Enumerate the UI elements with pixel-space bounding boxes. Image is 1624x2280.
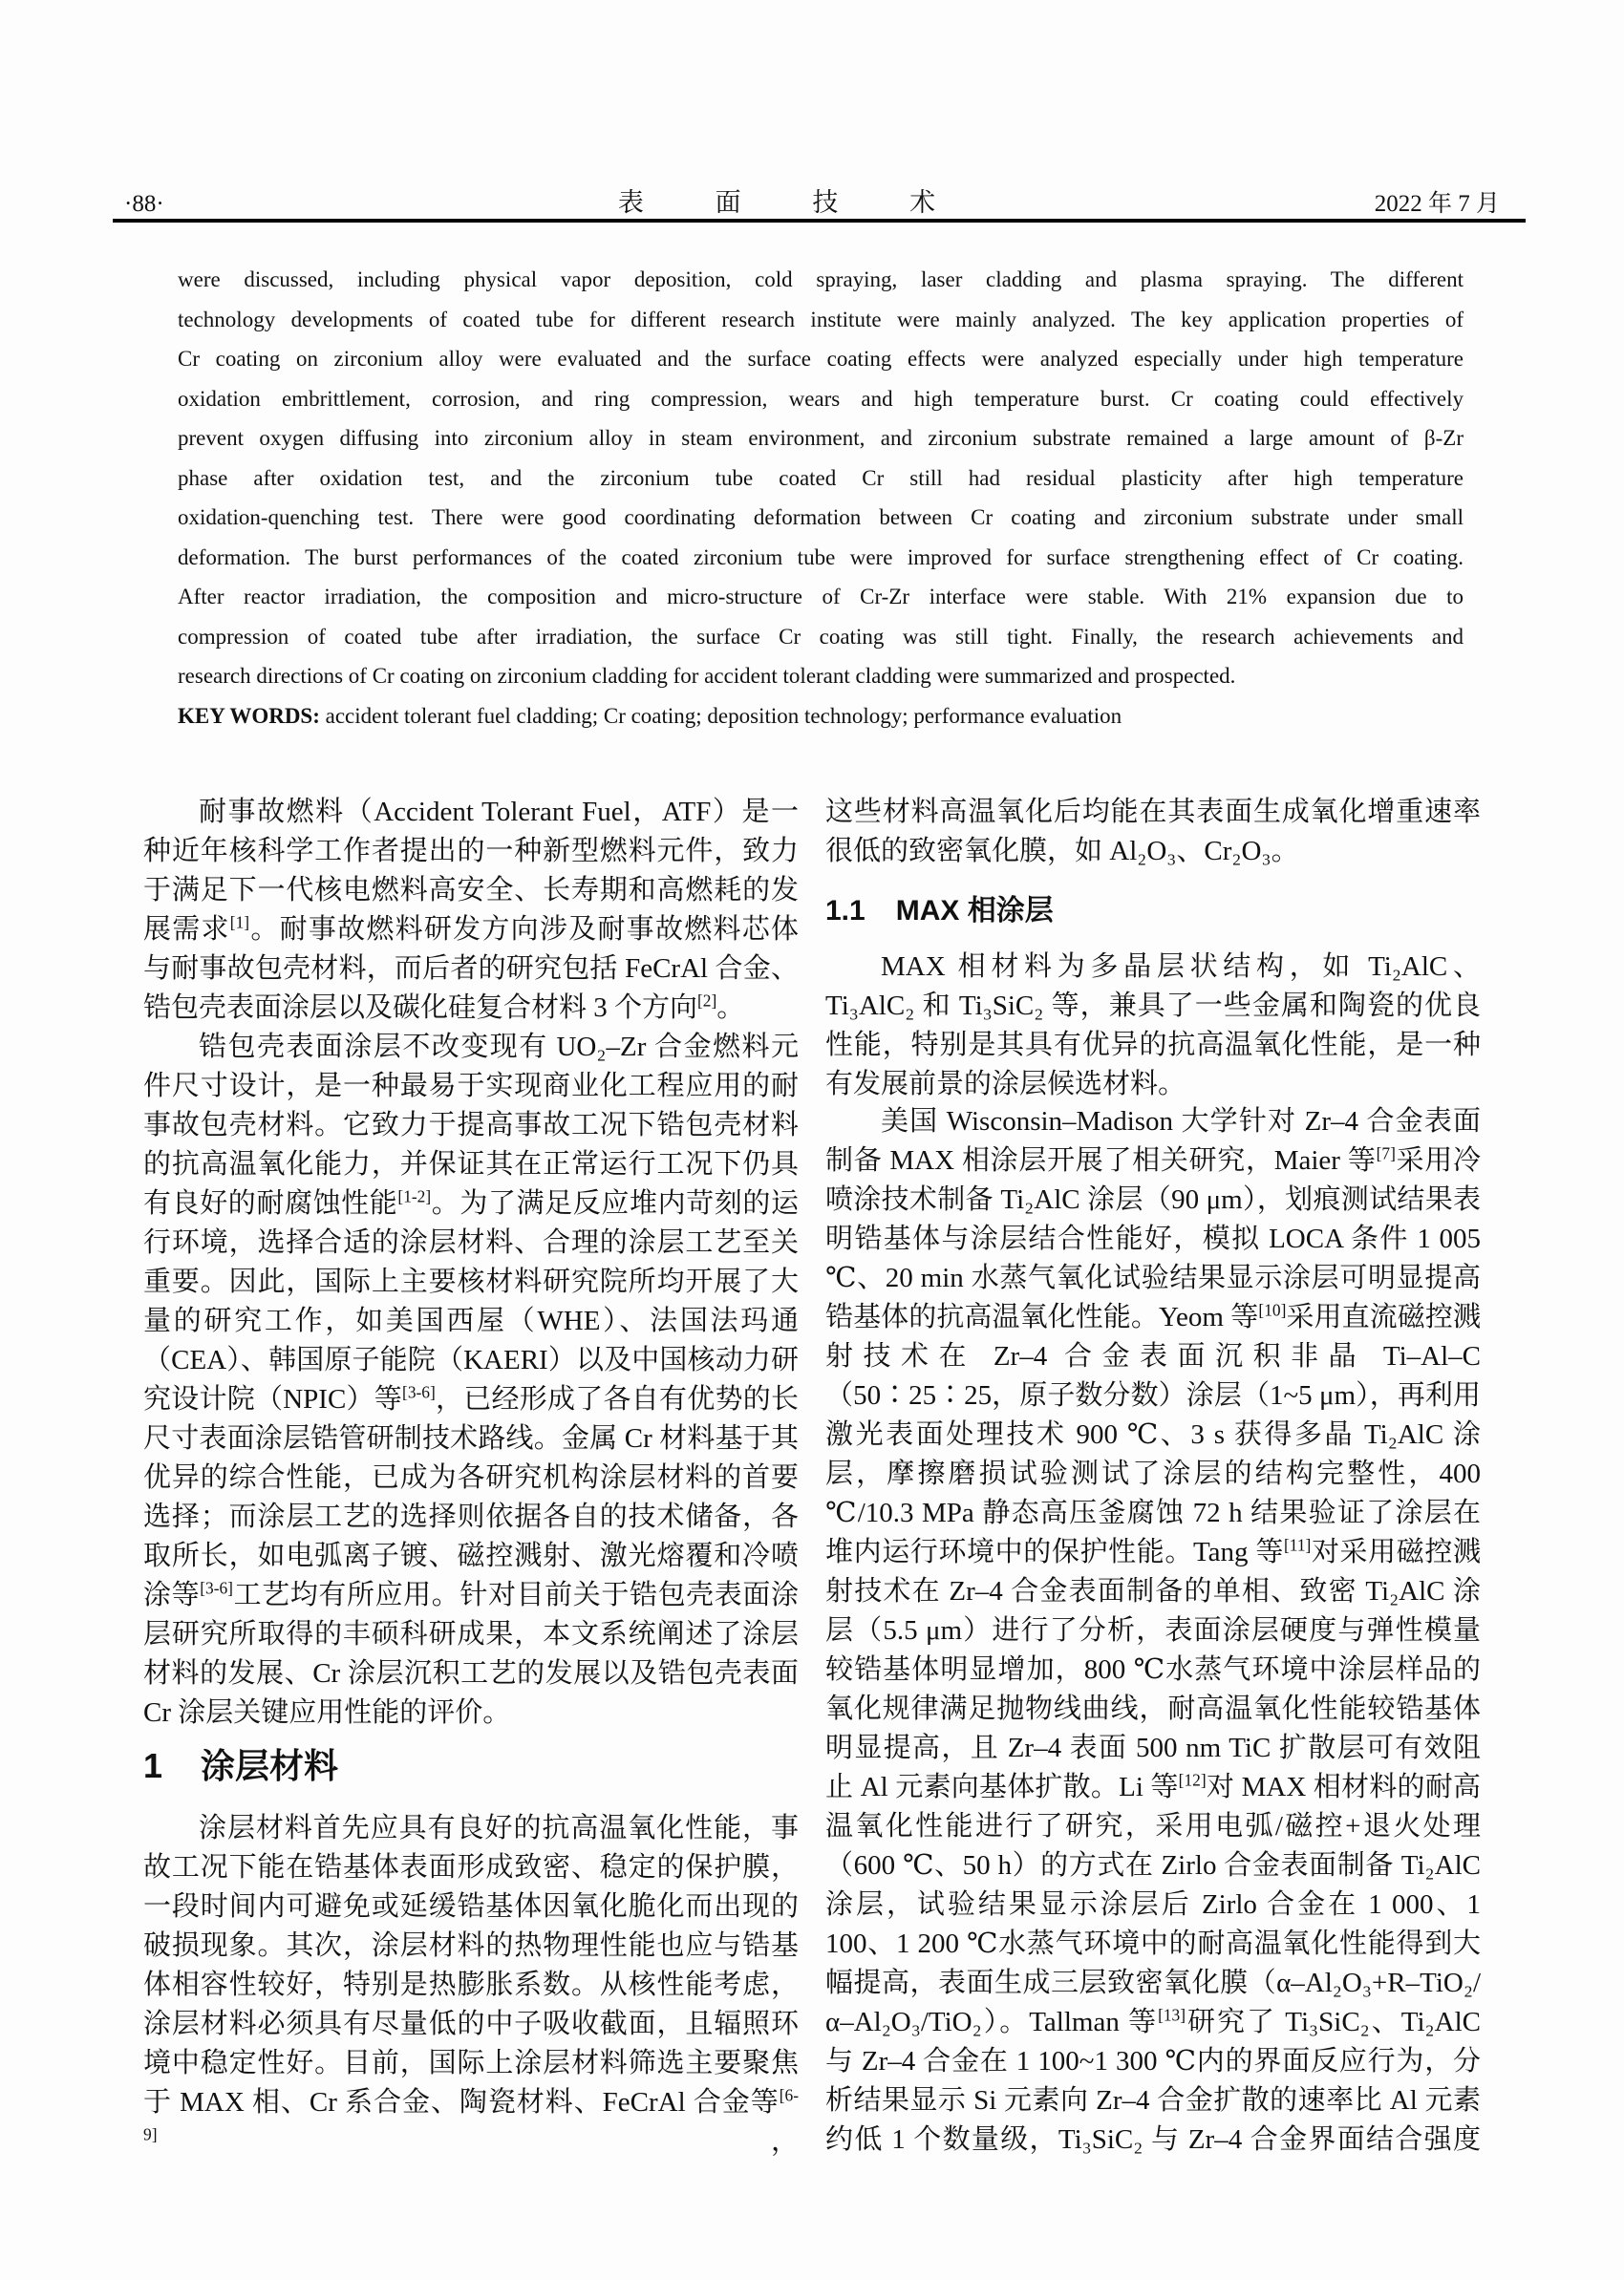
abstract-line: compression of coated tube after irradiation, the surface Cr coating was still tight. Finally, the research achievements and: [178, 624, 1464, 649]
issue-date: 2022 年 7 月: [1374, 191, 1500, 217]
keywords-line: [178, 696, 1464, 736]
abstract-line: Cr coating on zirconium alloy were evaluated and the surface coating effects were analyzed especially under high temperature: [178, 347, 1464, 371]
section-title: 涂层材料: [201, 1746, 339, 1785]
paragraph-max-intro: MAX 相材料为多晶层状结构，如 Ti₂AlC、Ti₃AlC₂ 和 Ti₃SiC₂ 等，兼具了一些金属和陶瓷的优良性能，特别是其具有优异的抗高温氧化性能，是一种有发展前景的涂层候选材料。: [825, 951, 1481, 1099]
paragraph-max-research: 美国 Wisconsin–Madison 大学针对 Zr–4 合金表面制备 MAX 相涂层开展了相关研究，Maier 等[7]采用冷喷涂技术制备 Ti₂AlC 涂层（90 μm），划痕测试结果表明锆基体与涂层结合性能好，模拟 LOCA 条件 1 005 ℃、20 min 水蒸气氧化试验结果显示涂层可明显提高锆基体的抗高温氧化性能。Yeom 等[10]采用直流磁控溅射技术在 Zr–4 合金表面沉积非晶 Ti–Al–C（50∶25∶25，原子数分数）涂层（1~5 μm），再利用激光表面处理技术 900 ℃、3 s 获得多晶 Ti₂AlC 涂层，摩擦磨损试验测试了涂层的结构完整性，400 ℃/10.3 MPa 静态高压釜腐蚀 72 h 结果验证了涂层在堆内运行环境中的保护性能。Tang 等[11]对采用磁控溅射技术在 Zr–4 合金表面制备的单相、致密 Ti₂AlC 涂层（5.5 μm）进行了分析，表面涂层硬度与弹性模量较锆基体明显增加，800 ℃水蒸气环境中涂层样品的氧化规律满足抛物线曲线，耐高温氧化性能较锆基体明显提高，且 Zr–4 表面 500 nm TiC 扩散层可有效阻止 Al 元素向基体扩散。Li 等[12]对 MAX 相材料的耐高温氧化性能进行了研究，采用电弧/磁控+退火处理（600 ℃、50 h）的方式在 Zirlo 合金表面制备 Ti₂AlC 涂层，试验结果显示涂层后 Zirlo 合金在 1 000、1 100、1 200 ℃水蒸气环境中的耐高温氧化性能得到大幅提高，表面生成三层致密氧化膜（α–Al₂O₃+R–TiO₂/α–Al₂O₃/TiO₂）。Tallman 等[13]研究了 Ti₃SiC₂、Ti₂AlC 与 Zr–4 合金在 1 100~1 300 ℃内的界面反应行为，分析结果显示 Si 元素向 Zr–4 合金扩散的速率比 Al 元素约低 1 个数量级，Ti₃SiC₂ 与 Zr–4 合金界面结合强度: [825, 1106, 1482, 2155]
keywords-label: KEY WORDS:: [178, 703, 326, 728]
abstract-line: phase after oxidation test, and the zirconium tube coated Cr still had residual plasticity after high temperature: [178, 465, 1464, 490]
abstract-line: prevent oxygen diffusing into zirconium alloy in steam environment, and zirconium substrate remained a large amount of β-Zr: [178, 426, 1464, 450]
abstract-line: deformation. The burst performances of the coated zirconium tube were improved for surface strengthening effect of Cr coating.: [178, 544, 1464, 569]
running-head: [124, 181, 1500, 219]
paragraph-oxide-film-continuation: 这些材料高温氧化后均能在其表面生成氧化增重速率很低的致密氧化膜，如 Al₂O₃、Cr₂O₃。: [825, 797, 1481, 866]
paragraph-coating-overview: 锆包壳表面涂层不改变现有 UO₂–Zr 合金燃料元件尺寸设计，是一种最易于实现商业化工程应用的耐事故包壳材料。它致力于提高事故工况下锆包壳材料的抗高温氧化能力，并保证其在正常运行工况下仍具有良好的耐腐蚀性能[1-2]。为了满足反应堆内苛刻的运行环境，选择合适的涂层材料、合理的涂层工艺至关重要。因此，国际上主要核材料研究院所均开展了大量的研究工作，如美国西屋（WHE）、法国法玛通（CEA）、韩国原子能院（KAERI）以及中国核动力研究设计院（NPIC）等[3-6]，已经形成了各自有优势的长尺寸表面涂层锆管研制技术路线。金属 Cr 材料基于其优异的综合性能，已成为各研究机构涂层材料的首要选择；而涂层工艺的选择则依据各自的技术储备，各取所长，如电弧离子镀、磁控溅射、激光熔覆和冷喷涂等[3-6]工艺均有所应用。针对目前关于锆包壳表面涂层研究所取得的丰硕科研成果，本文系统阐述了涂层材料的发展、Cr 涂层沉积工艺的发展以及锆包壳表面 Cr 涂层关键应用性能的评价。: [143, 1032, 799, 1728]
section-heading-coating-materials: [143, 1744, 799, 1788]
paragraph-coating-requirements: 涂层材料首先应具有良好的抗高温氧化性能，事故工况下能在锆基体表面形成致密、稳定的保护膜，一段时间内可避免或延缓锆基体因氧化脆化而出现的破损现象。其次，涂层材料的热物理性能也应与锆基体相容性较好，特别是热膨胀系数。从核性能考虑，涂层材料必须具有尽量低的中子吸收截面，且辐照环境中稳定性好。目前，国际上涂层材料筛选主要聚焦于 MAX 相、Cr 系合金、陶瓷材料、FeCrAl 合金等[6-9]，: [143, 1813, 799, 2157]
page-number: ·88·: [124, 191, 164, 217]
paragraph-intro-atf: 耐事故燃料（Accident Tolerant Fuel，ATF）是一种近年核科学工作者提出的一种新型燃料元件，致力于满足下一代核电燃料高安全、长寿期和高燃耗的发展需求[1]。耐事故燃料研发方向涉及耐事故燃料芯体与耐事故包壳材料，而后者的研究包括 FeCrAl 合金、锆包壳表面涂层以及碳化硅复合材料 3 个方向[2]。: [143, 797, 799, 1023]
keywords-text: accident tolerant fuel cladding; Cr coating; deposition technology; performance evaluation: [325, 703, 1122, 728]
abstract-line: oxidation embrittlement, corrosion, and ring compression, wears and high temperature burst. Cr coating could effectively: [178, 386, 1464, 411]
abstract-line: research directions of Cr coating on zirconium cladding for accident tolerant cladding were summarized and prospected.: [178, 664, 1236, 688]
subsection-title: MAX 相涂层: [895, 895, 1054, 927]
subsection-number: 1.1: [825, 895, 865, 927]
section-number: 1: [143, 1746, 163, 1785]
abstract-line: were discussed, including physical vapor deposition, cold spraying, laser cladding and plasma spraying. The different: [178, 267, 1464, 291]
abstract-line: technology developments of coated tube for different research institute were mainly analyzed. The key application properties of: [178, 307, 1464, 331]
header-rule: [113, 219, 1526, 223]
abstract-section: [178, 260, 1464, 735]
abstract-line: After reactor irradiation, the composition and micro-structure of Cr-Zr interface were stable. With 21% expansion due to: [178, 585, 1464, 608]
subsection-heading-max-phase: [825, 892, 1481, 930]
journal-title: 表 面 技 术: [617, 188, 969, 217]
abstract-line: oxidation-quenching test. There were good coordinating deformation between Cr coating and zirconium substrate under small: [178, 505, 1464, 529]
